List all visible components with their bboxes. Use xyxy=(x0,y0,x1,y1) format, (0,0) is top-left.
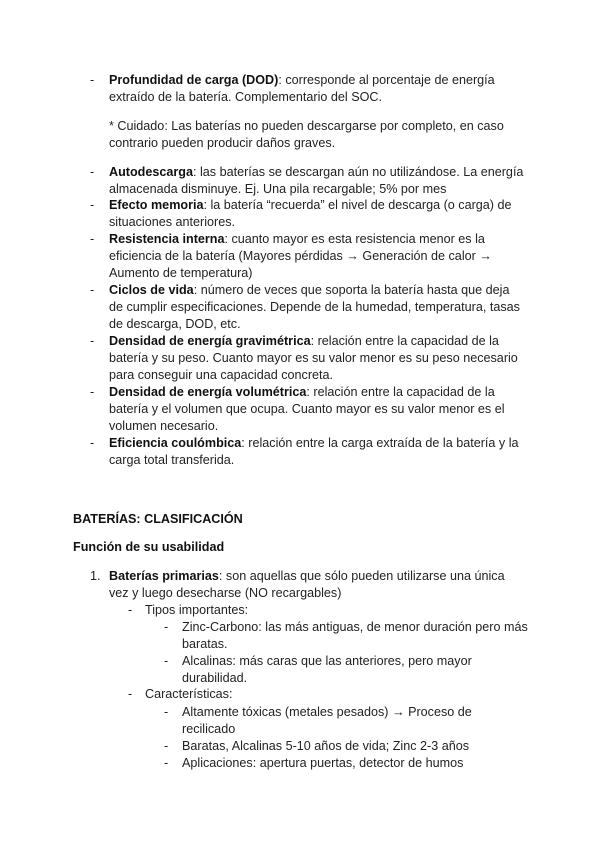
bullet-dash: - xyxy=(128,603,133,617)
definition-term: Efecto memoria xyxy=(109,198,204,212)
caracteristica-item: Aplicaciones: apertura puertas, detector de humos xyxy=(182,756,464,770)
definition-resistencia-interna xyxy=(109,231,517,282)
definition-text: : corresponde al porcentaje de energía extraído de la batería. Complementario del SOC. xyxy=(109,73,495,104)
subsection-title: Función de su usabilidad xyxy=(73,540,225,554)
definition-efecto-memoria xyxy=(109,197,529,231)
tipo-item: Zinc-Carbono: las más antiguas, de menor duración pero más baratas. xyxy=(182,620,528,651)
definition-text: : la batería “recuerda” el nivel de descarga (o carga) de situaciones anteriores. xyxy=(109,198,512,229)
sublist-label-tipos: Tipos importantes: xyxy=(145,603,249,617)
definition-densidad-volumetrica xyxy=(109,384,531,435)
item-text: : son aquellas que sólo pueden utilizarse una única vez y luego desecharse (NO recargables) xyxy=(109,569,505,600)
sublist-label-caracteristicas: Características: xyxy=(145,687,233,701)
definition-text: : relación entre la capacidad de la batería y el volumen que ocupa. Cuanto mayor es su valor menor es el volumen necesario. xyxy=(109,385,505,433)
definition-term: Densidad de energía volumétrica xyxy=(109,385,307,399)
bullet-dash: - xyxy=(90,232,95,246)
bullet-dash: - xyxy=(128,687,133,701)
definition-term: Ciclos de vida xyxy=(109,283,194,297)
warning-note: * Cuidado: Las baterías no pueden descargarse por completo, en caso contrario pueden producir daños graves. xyxy=(109,119,504,150)
bullet-dash: - xyxy=(164,739,169,753)
definition-eficiencia-coulombica xyxy=(109,435,535,469)
definition-term: Resistencia interna xyxy=(109,232,225,246)
section-title: BATERÍAS: CLASIFICACIÓN xyxy=(73,512,243,526)
bullet-dash: - xyxy=(164,756,169,770)
caracteristica-item: Baratas, Alcalinas 5-10 años de vida; Zinc 2-3 años xyxy=(182,739,470,753)
definition-ciclos-de-vida xyxy=(109,282,521,333)
item-term: Baterías primarias xyxy=(109,569,219,583)
definition-term: Autodescarga xyxy=(109,165,193,179)
bullet-dash: - xyxy=(164,705,169,719)
bullet-dash: - xyxy=(164,620,169,634)
definition-text: : las baterías se descargan aún no utilizándose. La energía almacenada disminuye. Ej. Una pila recargable; 5% por mes xyxy=(109,165,524,196)
bullet-dash: - xyxy=(164,654,169,668)
tipo-item: Alcalinas: más caras que las anteriores, pero mayor durabilidad. xyxy=(182,654,472,685)
definition-text: : cuanto mayor es esta resistencia menor es la eficiencia de la batería (Mayores pérdidas → Generación de calor → Aumento de temperatura) xyxy=(109,232,492,280)
numbered-item-baterias-primarias xyxy=(109,568,509,602)
bullet-dash: - xyxy=(90,385,95,399)
definition-autodescarga xyxy=(109,164,529,198)
bullet-dash: - xyxy=(90,73,95,87)
definition-term: Densidad de energía gravimétrica xyxy=(109,334,311,348)
bullet-dash: - xyxy=(90,436,95,450)
definition-text: : relación entre la capacidad de la batería y su peso. Cuanto mayor es su valor menor es su peso necesario para conseguir una capacidad concreta. xyxy=(109,334,518,382)
definition-text: : relación entre la carga extraída de la batería y la carga total transferida. xyxy=(109,436,519,467)
list-number: 1. xyxy=(90,569,101,583)
bullet-dash: - xyxy=(90,198,95,212)
definition-term: Profundidad de carga (DOD) xyxy=(109,73,279,87)
caracteristica-item: Altamente tóxicas (metales pesados) → Proceso de recilicado xyxy=(182,705,472,736)
definition-densidad-gravimetrica xyxy=(109,333,531,384)
definition-text: : número de veces que soporta la batería hasta que deja de cumplir especificaciones. Depende de la humedad, temperatura, tasas de descarga, DOD, etc. xyxy=(109,283,520,331)
bullet-dash: - xyxy=(90,165,95,179)
bullet-dash: - xyxy=(90,334,95,348)
definition-term: Eficiencia coulómbica xyxy=(109,436,242,450)
bullet-dash: - xyxy=(90,283,95,297)
definition-dod xyxy=(109,72,539,106)
